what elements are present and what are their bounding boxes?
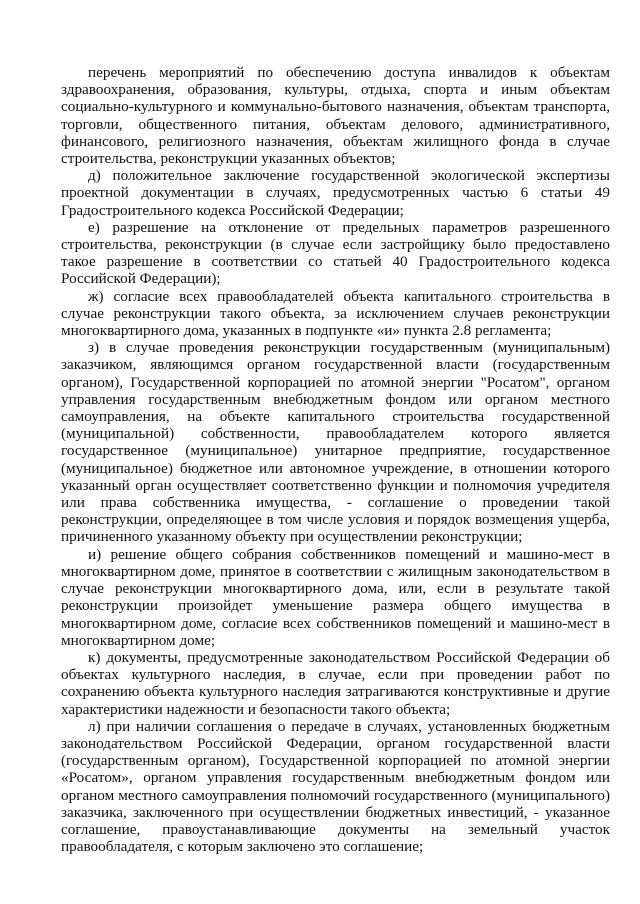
- paragraph-d-ecological-expertise: д) положительное заключение государственной экологической экспертизы проектной документации в случаях, предусмотренных частью 6 статьи 49 Градостроительного кодекса Российской Федерации;: [61, 167, 610, 219]
- paragraph-z-reconstruction-agreement: з) в случае проведения реконструкции государственным (муниципальным) заказчиком, являющимся органом государственной власти (государственным органом), Государственной корпорацией по атомной энергии "Росатом", органом управления государственным внебюджетным фондом или органом местного самоуправления, на объекте капитального строительства государственной (муниципальной) собственности, правообладателем которого является государственное (муниципальное) унитарное предприятие, государственное (муниципальное) бюджетное или автономное учреждение, в отношении которого указанный орган осуществляет соответственно функции и полномочия учредителя или права собственника имущества, - соглашение о проведении такой реконструкции, определяющее в том числе условия и порядок возмещения ущерба, причиненного указанному объекту при осуществлении реконструкции;: [61, 339, 610, 546]
- paragraph-k-cultural-heritage-documents: к) документы, предусмотренные законодательством Российской Федерации об объектах культурного наследия, в случае, если при проведении работ по сохранению объекта культурного наследия затрагиваются конструктивные и другие характеристики надежности и безопасности такого объекта;: [61, 648, 610, 718]
- paragraph-zh-owners-consent: ж) согласие всех правообладателей объекта капитального строительства в случае реконструкции такого объекта, за исключением случаев реконструкции многоквартирного дома, указанных в подпункте «и» пункта 2.8 регламента;: [61, 287, 610, 340]
- document-page: [61, 64, 610, 855]
- paragraph-e-deviation-permit: е) разрешение на отклонение от предельных параметров разрешенного строительства, реконструкции (в случае если застройщику было предоставлено такое разрешение в соответствии со статьей 40 Градостроительного кодекса Российской Федерации);: [61, 218, 610, 288]
- paragraph-accessibility-measures: перечень мероприятий по обеспечению доступа инвалидов к объектам здравоохранения, образования, культуры, отдыха, спорта и иным объектам социально-культурного и коммунально-бытового назначения, объектам транспорта, торговли, общественного питания, объектам делового, административного, финансового, религиозного назначения, объектам жилищного фонда в случае строительства, реконструкции указанных объектов;: [61, 64, 610, 168]
- paragraph-l-transfer-agreement: л) при наличии соглашения о передаче в случаях, установленных бюджетным законодательством Российской Федерации, органом государственной власти (государственным органом), Государственной корпорацией по атомной энергии «Росатом», органом управления государственным внебюджетным фондом или органом местного самоуправления полномочий государственного (муниципального) заказчика, заключенного при осуществлении бюджетных инвестиций, - указанное соглашение, правоустанавливающие документы на земельный участок правообладателя, с которым заключено это соглашение;: [61, 717, 610, 856]
- paragraph-i-general-meeting-decision: и) решение общего собрания собственников помещений и машино-мест в многоквартирном доме, принятое в соответствии с жилищным законодательством в случае реконструкции многоквартирного дома, или, если в результате такой реконструкции произойдет уменьшение размера общего имущества в многоквартирном доме, согласие всех собственников помещений и машино-мест в многоквартирном доме;: [61, 545, 610, 649]
